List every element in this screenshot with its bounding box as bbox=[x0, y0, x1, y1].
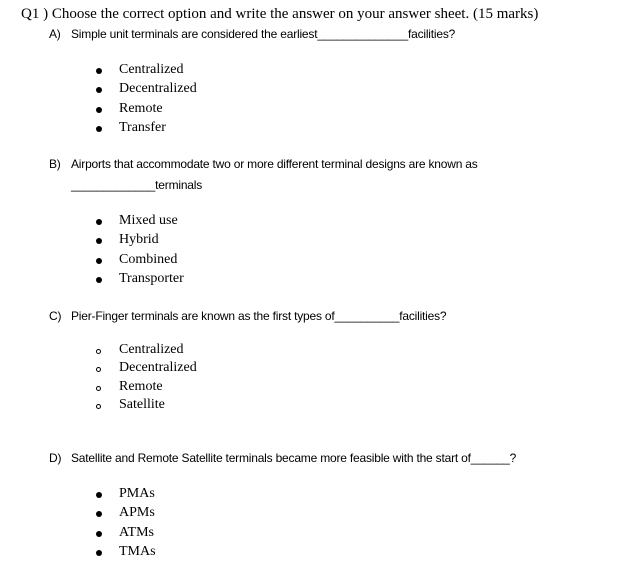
option-c3: Remote bbox=[119, 379, 163, 394]
bullet-icon bbox=[96, 550, 102, 556]
question-c-label: C) bbox=[49, 309, 62, 323]
option-b1: Mixed use bbox=[119, 213, 178, 228]
circle-bullet-icon bbox=[96, 349, 101, 354]
question-d-text: Satellite and Remote Satellite terminals became more feasible with the start of______? bbox=[71, 451, 517, 465]
circle-bullet-icon bbox=[96, 386, 101, 391]
bullet-icon bbox=[96, 238, 102, 244]
option-d3: ATMs bbox=[119, 525, 155, 540]
circle-bullet-icon bbox=[96, 404, 101, 409]
bullet-icon bbox=[96, 107, 102, 113]
bullet-icon bbox=[96, 219, 102, 225]
option-c4: Satellite bbox=[119, 397, 165, 412]
question-b-text-cont: _____________terminals bbox=[71, 178, 203, 192]
bullet-icon bbox=[96, 277, 102, 283]
question-d-label: D) bbox=[49, 451, 62, 465]
option-a2: Decentralized bbox=[119, 81, 197, 96]
circle-bullet-icon bbox=[96, 367, 101, 372]
bullet-icon bbox=[96, 492, 102, 498]
bullet-icon bbox=[96, 258, 102, 264]
option-c1: Centralized bbox=[119, 342, 184, 357]
question-c-text: Pier-Finger terminals are known as the first types of__________facilities? bbox=[71, 309, 447, 323]
question-title: Q1 ) Choose the correct option and write the answer on your answer sheet. (15 marks) bbox=[21, 6, 539, 22]
option-b2: Hybrid bbox=[119, 232, 159, 247]
question-b-label: B) bbox=[49, 157, 61, 171]
bullet-icon bbox=[96, 126, 102, 132]
option-a3: Remote bbox=[119, 101, 163, 116]
question-a-label: A) bbox=[49, 27, 61, 41]
option-c2: Decentralized bbox=[119, 360, 197, 375]
bullet-icon bbox=[96, 68, 102, 74]
option-d1: PMAs bbox=[119, 486, 155, 501]
option-b4: Transporter bbox=[119, 271, 184, 286]
bullet-icon bbox=[96, 511, 102, 517]
option-d2: APMs bbox=[119, 505, 155, 520]
question-a-text: Simple unit terminals are considered the earliest______________facilities? bbox=[71, 27, 456, 41]
option-b3: Combined bbox=[119, 252, 178, 267]
option-a1: Centralized bbox=[119, 62, 184, 77]
bullet-icon bbox=[96, 87, 102, 93]
bullet-icon bbox=[96, 531, 102, 537]
option-a4: Transfer bbox=[119, 120, 166, 135]
option-d4: TMAs bbox=[119, 544, 156, 559]
question-b-text: Airports that accommodate two or more different terminal designs are known as bbox=[71, 157, 478, 171]
